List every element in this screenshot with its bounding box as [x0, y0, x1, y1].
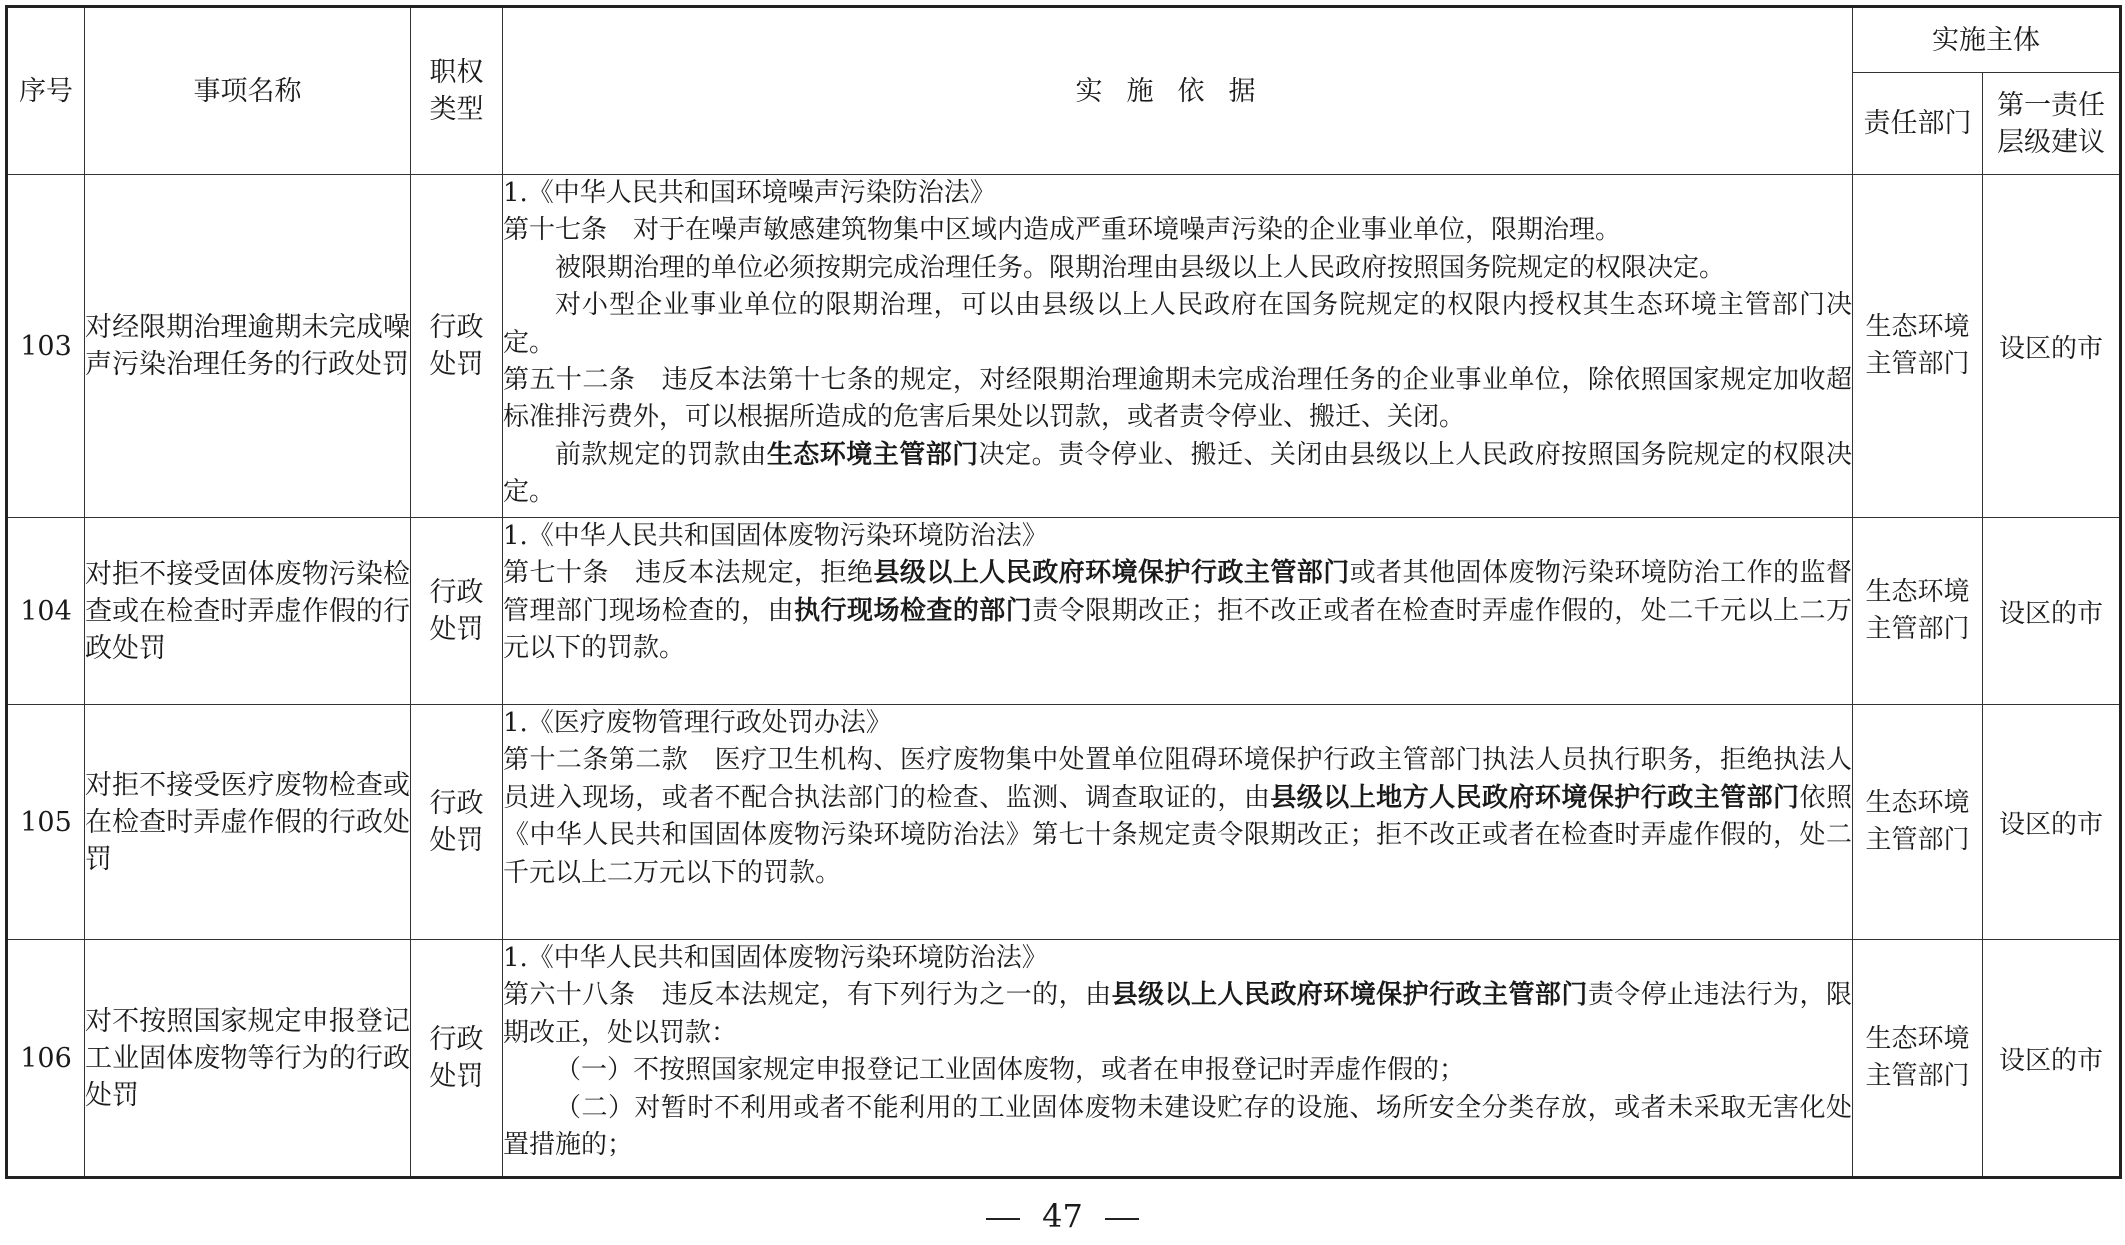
header-basis [503, 7, 1853, 175]
row-type-line2: 处罚 [429, 1061, 484, 1092]
basis-bold-authority: 县级以上地方人民政府环境保护行政主管部门 [1270, 782, 1800, 813]
enforcement-table [5, 5, 2122, 1179]
row-basis [503, 705, 1853, 940]
footer-dash-right [1105, 1218, 1139, 1220]
row-dept-line2: 主管部门 [1865, 349, 1970, 379]
basis-article [503, 742, 1852, 892]
row-no: 103 [7, 175, 85, 518]
basis-item: （一）不按照国家规定申报登记工业固体废物，或者在申报登记时弄虚作假的； [555, 1055, 1466, 1086]
row-type-line2: 处罚 [429, 349, 484, 380]
row-type-line1: 行政 [429, 577, 484, 608]
basis-text: 责令限期改正；拒不改正或者在检查时弄虚作假的，处二千元以上二万元以下的罚款。 [503, 595, 1852, 664]
basis-text: 第六十八条 违反本法规定，有下列行为之一的，由 [503, 980, 1112, 1011]
header-type-line1: 职权 [429, 57, 484, 88]
header-subject: 实施主体 [1853, 7, 2121, 73]
row-dept-line1: 生态环境 [1865, 312, 1970, 342]
header-level-line1: 第一责任 [1997, 89, 2105, 121]
row-type-line1: 行政 [429, 1024, 484, 1055]
table-row [7, 940, 2121, 1178]
page-footer [0, 1196, 2125, 1236]
row-type-line2: 处罚 [429, 825, 484, 856]
basis-item: （二）对暂时不利用或者不能利用的工业固体废物未建设贮存的设施、场所安全分类存放，或者未采取无害化处置措施的； [503, 1092, 1852, 1161]
basis-law-title: 1.《中华人民共和国环境噪声污染防治法》 [503, 178, 996, 208]
basis-law-title: 1.《中华人民共和国固体废物污染环境防治法》 [503, 943, 1048, 973]
row-name: 对拒不接受医疗废物检查或在检查时弄虚作假的行政处罚 [85, 705, 411, 940]
header-dept: 责任部门 [1853, 73, 1983, 175]
row-basis [503, 518, 1853, 705]
header-type-line2: 类型 [429, 94, 484, 125]
basis-text: 第七十条 违反本法规定，拒绝 [503, 558, 874, 589]
row-dept-line1: 生态环境 [1865, 1024, 1970, 1054]
table-row [7, 705, 2121, 940]
row-dept-line1: 生态环境 [1865, 788, 1970, 818]
page-number: 47 [1042, 1197, 1083, 1235]
basis-text: 前款规定的罚款由 [555, 439, 767, 470]
header-name: 事项名称 [85, 7, 411, 175]
header-level-line2: 层级建议 [1997, 126, 2105, 158]
row-type-line1: 行政 [429, 312, 484, 343]
header-level [1983, 73, 2121, 175]
row-basis [503, 175, 1853, 518]
basis-text: 决定。责令停业、搬迁、关闭由县级以上人民政府按照国务院规定的权限决定。 [503, 439, 1852, 508]
basis-paragraph [503, 437, 1852, 512]
row-level: 设区的市 [1983, 518, 2121, 705]
header-no: 序号 [7, 7, 85, 175]
row-dept-line2: 主管部门 [1865, 825, 1970, 855]
row-dept-line2: 主管部门 [1865, 614, 1970, 644]
basis-text: 第十二条第二款 医疗卫生机构、医疗废物集中处置单位阻碍环境保护行政主管部门执法人员执行职务，拒绝执法人员进入现场，或者不配合执法部门的检查、监测、调查取证的，由 [503, 745, 1852, 813]
row-basis [503, 940, 1853, 1178]
row-dept-line2: 主管部门 [1865, 1061, 1970, 1091]
basis-article [503, 555, 1852, 667]
basis-bold-authority: 县级以上人民政府环境保护行政主管部门 [1111, 980, 1588, 1011]
basis-text: 或者其他固体废物污染环境防治工作的监督管理部门现场检查的，由 [503, 558, 1852, 626]
row-type-line2: 处罚 [429, 614, 484, 645]
table-row [7, 175, 2121, 518]
row-dept [1853, 518, 1983, 705]
basis-text: 依照《中华人民共和国固体废物污染环境防治法》第七十条规定责令限期改正；拒不改正或者在检查时弄虚作假的，处二千元以上二万元以下的罚款。 [503, 782, 1852, 888]
table-row [7, 518, 2121, 705]
row-type [411, 940, 503, 1178]
row-no: 105 [7, 705, 85, 940]
row-name: 对不按照国家规定申报登记工业固体废物等行为的行政处罚 [85, 940, 411, 1178]
row-dept-line1: 生态环境 [1865, 577, 1970, 607]
basis-paragraph: 对小型企业事业单位的限期治理，可以由县级以上人民政府在国务院规定的权限内授权其生态环境主管部门决定。 [503, 290, 1852, 358]
row-level: 设区的市 [1983, 940, 2121, 1178]
basis-bold-authority: 执行现场检查的部门 [794, 595, 1033, 626]
basis-law-title: 1.《中华人民共和国固体废物污染环境防治法》 [503, 521, 1048, 551]
row-type [411, 175, 503, 518]
row-dept [1853, 940, 1983, 1178]
basis-article [503, 977, 1852, 1052]
basis-law-title: 1.《医疗废物管理行政处罚办法》 [503, 708, 892, 738]
basis-text: 责令停止违法行为，限期改正，处以罚款： [503, 980, 1852, 1048]
row-type [411, 518, 503, 705]
header-basis-label: 实施依据 [1075, 75, 1280, 107]
row-dept [1853, 705, 1983, 940]
header-type [411, 7, 503, 175]
row-name: 对经限期治理逾期未完成噪声污染治理任务的行政处罚 [85, 175, 411, 518]
row-dept [1853, 175, 1983, 518]
row-no: 104 [7, 518, 85, 705]
basis-paragraph: 被限期治理的单位必须按期完成治理任务。限期治理由县级以上人民政府按照国务院规定的权限决定。 [555, 252, 1726, 283]
footer-dash-left [986, 1218, 1020, 1220]
basis-article: 第十七条 对于在噪声敏感建筑物集中区域内造成严重环境噪声污染的企业事业单位，限期治理。 [503, 215, 1622, 246]
row-level: 设区的市 [1983, 175, 2121, 518]
row-level: 设区的市 [1983, 705, 2121, 940]
basis-article: 第五十二条 违反本法第十七条的规定，对经限期治理逾期未完成治理任务的企业事业单位，除依照国家规定加收超标准排污费外，可以根据所造成的危害后果处以罚款，或者责令停业、搬迁、关闭。 [503, 365, 1852, 433]
basis-bold-authority: 生态环境主管部门 [766, 439, 979, 470]
row-name: 对拒不接受固体废物污染检查或在检查时弄虚作假的行政处罚 [85, 518, 411, 705]
row-type [411, 705, 503, 940]
basis-bold-authority: 县级以上人民政府环境保护行政主管部门 [873, 558, 1350, 589]
row-type-line1: 行政 [429, 788, 484, 819]
row-no: 106 [7, 940, 85, 1178]
header-row-1 [7, 7, 2121, 73]
